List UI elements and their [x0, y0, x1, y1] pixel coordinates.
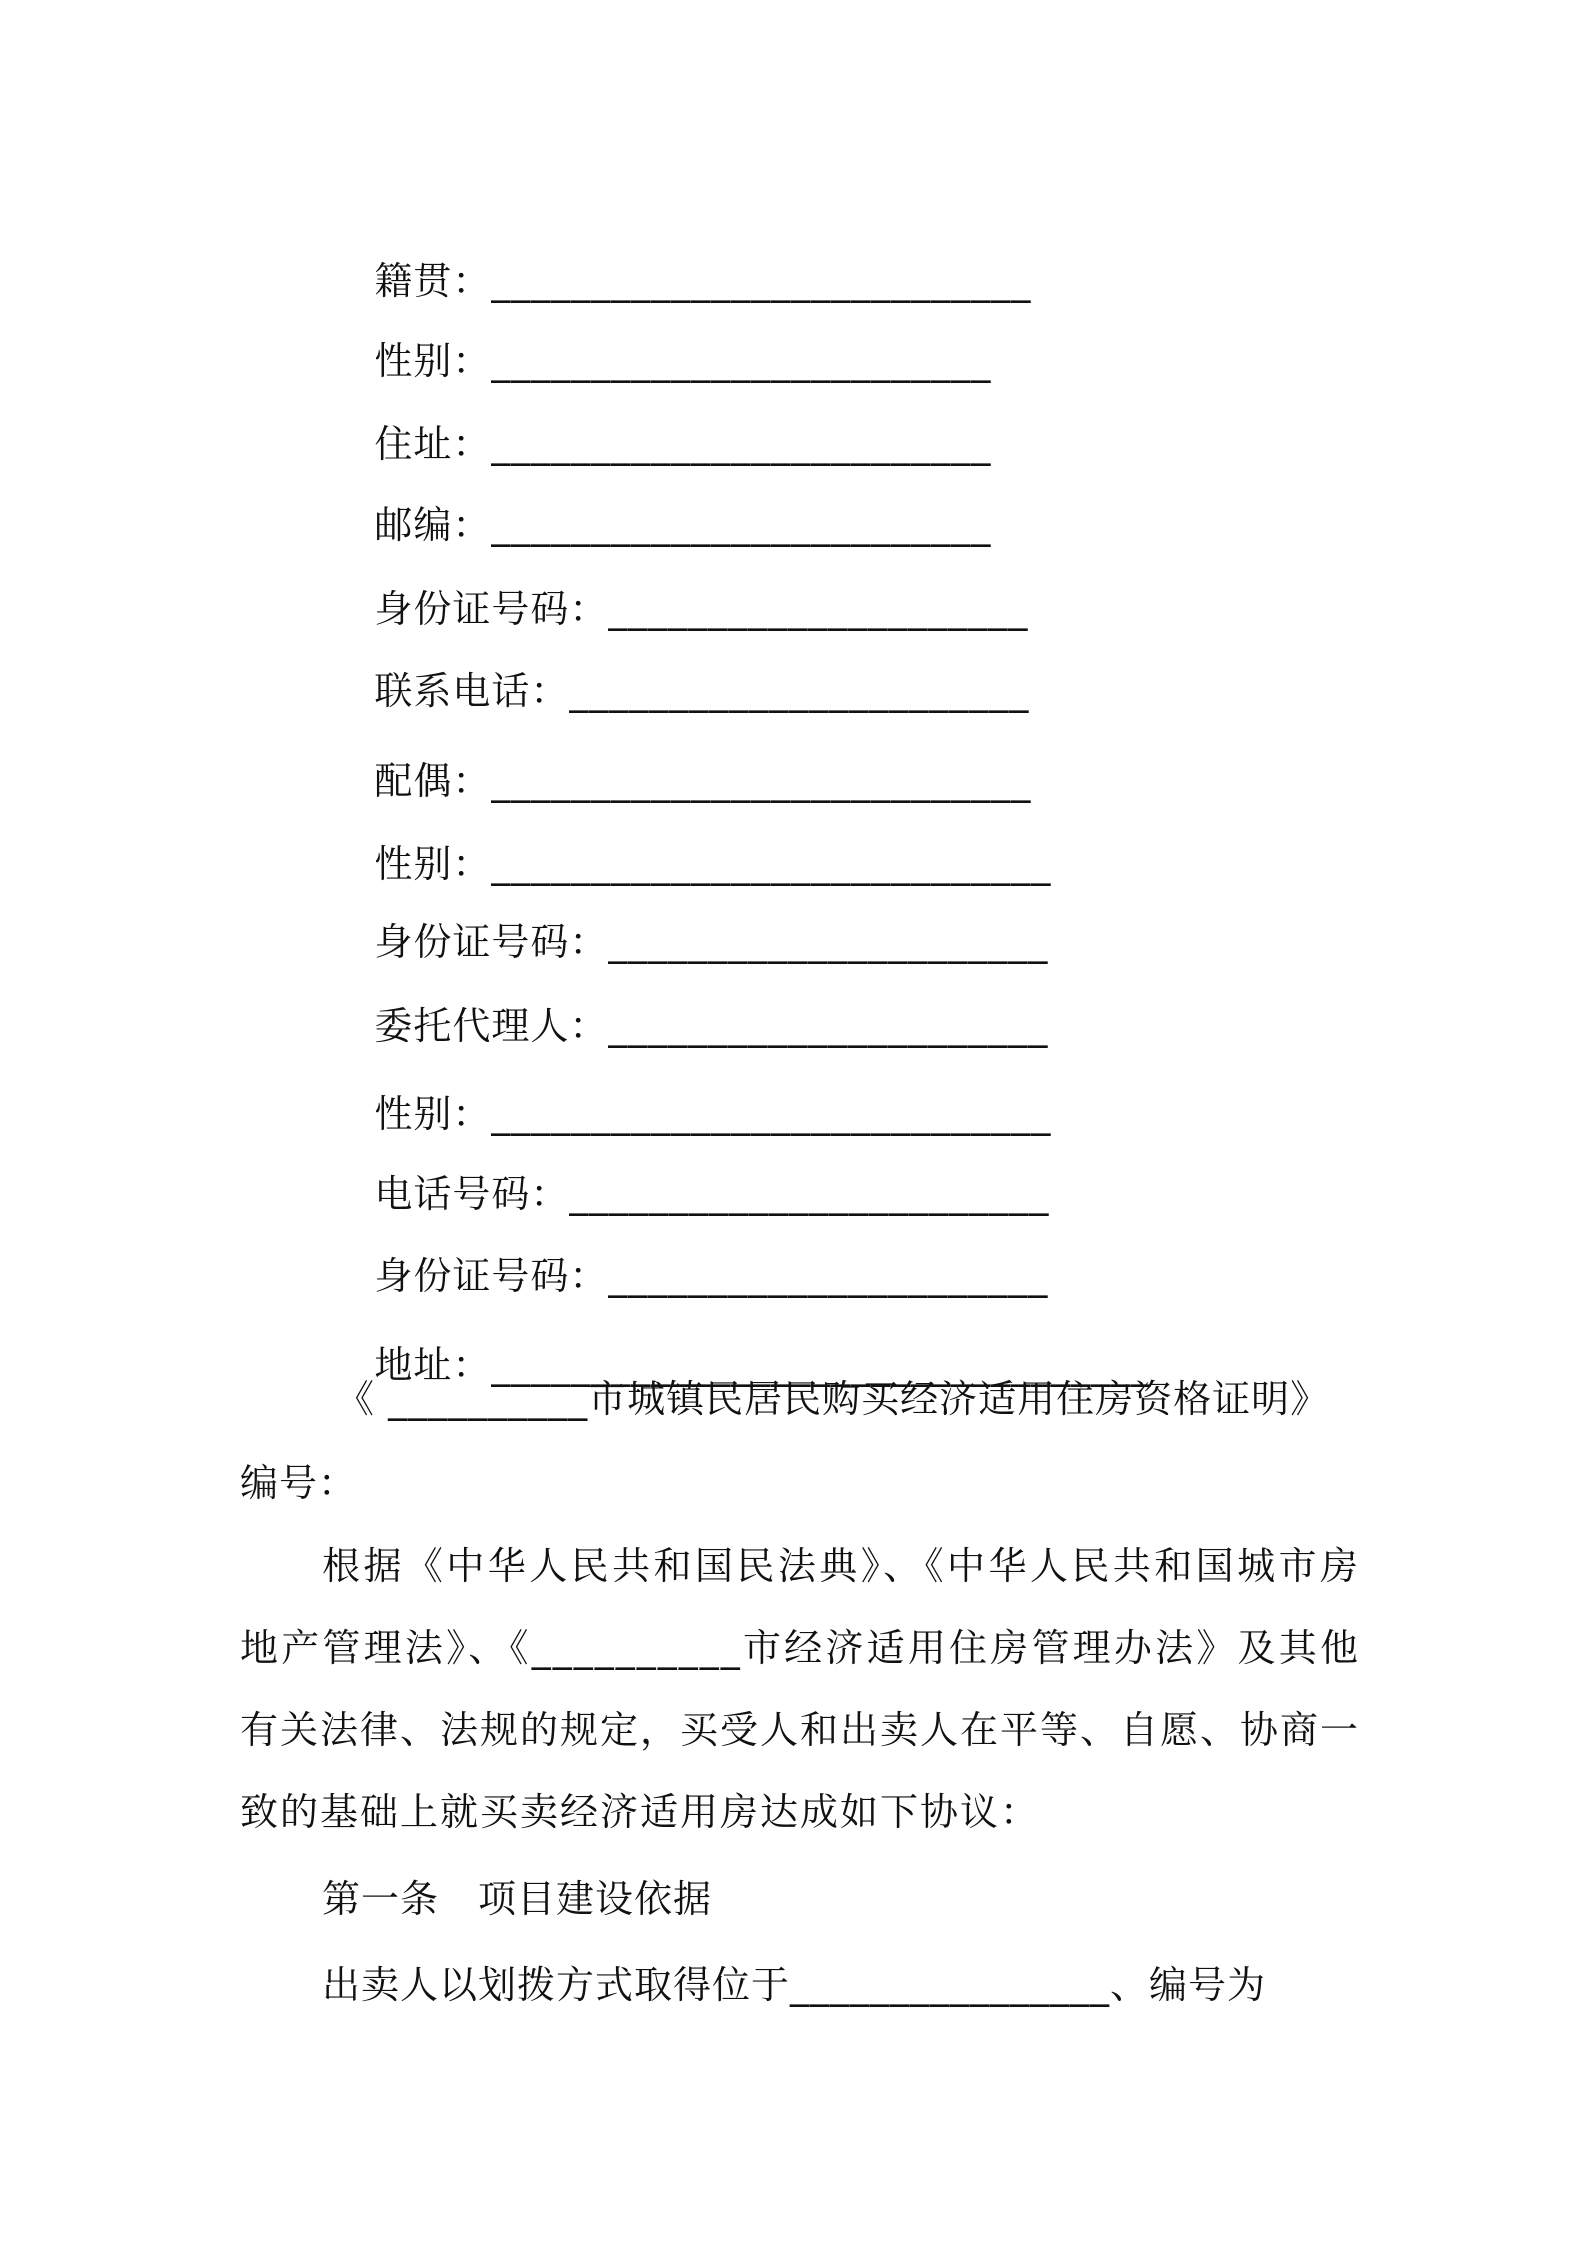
- field-blank: ___________________________: [491, 759, 1032, 803]
- field-blank: ______________________: [608, 1254, 1049, 1298]
- field-label: 籍贯：: [374, 259, 492, 303]
- field-label: 性别：: [374, 1092, 492, 1136]
- field-label: 配偶：: [374, 759, 492, 803]
- field-label: 电话号码：: [374, 1172, 570, 1216]
- field-blank: _________________________: [491, 339, 992, 383]
- field-label: 身份证号码：: [374, 920, 609, 964]
- preamble-paragraph: 根据《中华人民共和国民法典》、《中华人民共和国城市房地产管理法》、《__________市经济适用住房管理办法》及其他有关法律、法规的规定，买受人和出卖人在平等、自愿、协商一致的基础上就买卖经济适用房达成如下协议：: [240, 1544, 1361, 1834]
- field-blank: ______________________: [608, 920, 1049, 964]
- field-label: 身份证号码：: [374, 587, 609, 631]
- field-blank: ______________________: [608, 1004, 1049, 1048]
- field-blank: _____________________: [608, 587, 1029, 631]
- article-text: 出卖人以划拨方式取得位于________________、编号为: [322, 1963, 1267, 2007]
- field-label: 联系电话：: [374, 669, 570, 713]
- article-title: 第一条 项目建设依据: [322, 1877, 713, 1921]
- field-label: 委托代理人：: [374, 1004, 609, 1048]
- field-blank: _________________________: [491, 422, 992, 466]
- field-blank: ____________________________: [491, 1092, 1052, 1136]
- field-blank: _________________________: [491, 503, 992, 547]
- number-label: 编号：: [240, 1461, 358, 1505]
- field-blank: ____________________________: [491, 842, 1052, 886]
- field-label: 身份证号码：: [374, 1254, 609, 1298]
- certificate-line: 《 __________市城镇民居民购买经济适用住房资格证明》: [336, 1377, 1330, 1421]
- field-blank: ___________________________: [491, 259, 1032, 303]
- field-label: 邮编：: [374, 503, 492, 547]
- field-blank: _________________________________: [491, 1343, 1152, 1387]
- field-blank: ________________________: [569, 1172, 1050, 1216]
- field-label: 性别：: [374, 842, 492, 886]
- field-blank: _______________________: [569, 669, 1030, 713]
- field-label: 性别：: [374, 339, 492, 383]
- field-label: 住址：: [374, 422, 492, 466]
- field-label: 地址：: [374, 1343, 492, 1387]
